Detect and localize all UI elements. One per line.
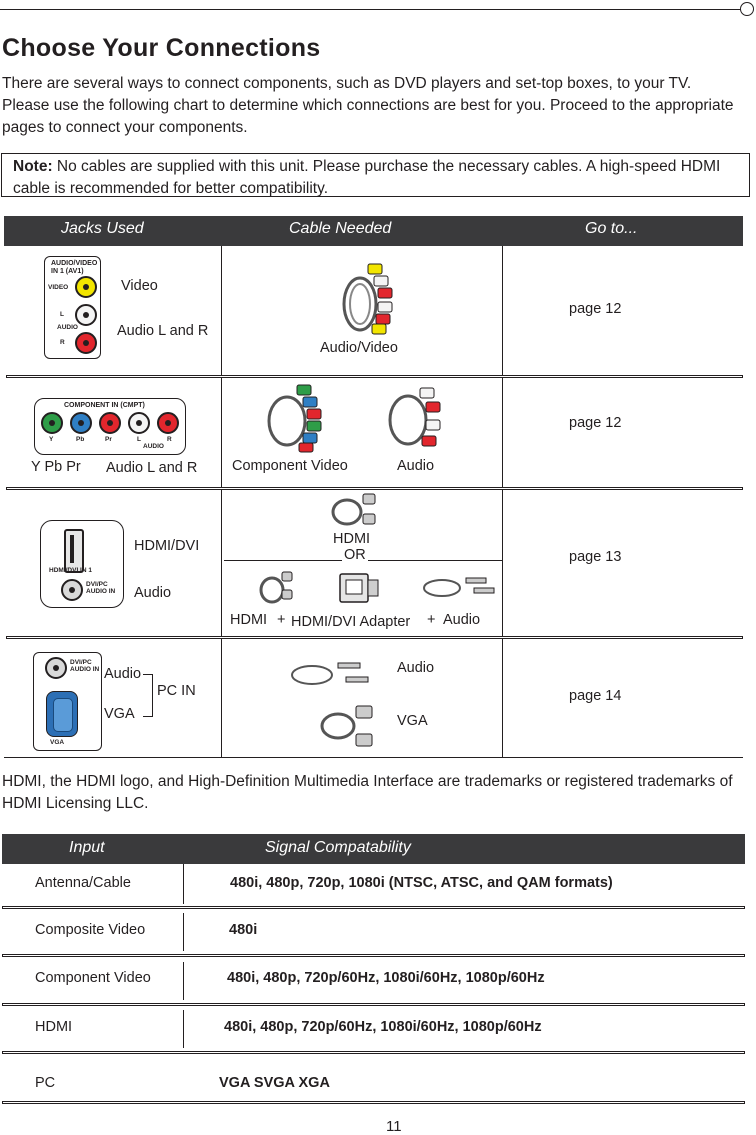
panel-av-title: AUDIO/VIDEO IN 1 (AV1): [51, 260, 98, 275]
label-audio-3: Audio: [134, 585, 172, 601]
note-box: [1, 153, 750, 197]
column-divider-2: [502, 246, 503, 758]
note-text: No cables are supplied with this unit. Please purchase the necessary cables. A high-speed HDMI cable is recommended for better compatibility.: [13, 158, 721, 197]
panel-vga-label: VGA: [50, 739, 65, 746]
label-audio-lr: Audio L and R: [117, 323, 209, 339]
panel-hdmi-label: HDMI/DVI IN 1: [49, 567, 92, 574]
row2-page-link[interactable]: page 12: [569, 415, 622, 431]
cable-av-label: Audio/Video: [320, 340, 398, 356]
signal-col-divider: [183, 962, 184, 1000]
signal-header: [2, 834, 745, 864]
vga-cable-icon: [318, 704, 378, 750]
label-audio-lr-2: Audio L and R: [106, 460, 198, 476]
row-separator: [6, 487, 743, 490]
header-signal: Signal Compatability: [265, 839, 411, 856]
cable-audio-3-label: Audio: [443, 612, 481, 628]
page-number: 11: [386, 1118, 402, 1135]
cable-audio-label: Audio: [397, 458, 435, 474]
cable-audio-4-label: Audio: [397, 660, 435, 676]
cable-hdmi2-label: HDMI: [230, 612, 268, 628]
signal-col-divider: [183, 913, 184, 951]
plus-2: +: [427, 612, 436, 628]
page-title: Choose Your Connections: [2, 34, 321, 62]
hdmi-cable-icon: [329, 492, 381, 528]
row1-page-link[interactable]: page 12: [569, 301, 622, 317]
header-cable-needed: Cable Needed: [289, 220, 392, 237]
video-jack-icon: [75, 276, 97, 298]
row4-page-link[interactable]: page 14: [569, 688, 622, 704]
component-cable-icon: [263, 381, 329, 453]
audio-cable-pc-icon: [288, 659, 374, 689]
signal-row-separator: [2, 1003, 745, 1006]
hdmi-dvi-adapter-icon: [338, 570, 382, 606]
signal-input-4: PC: [35, 1075, 56, 1091]
signal-input-0: Antenna/Cable: [35, 875, 131, 891]
intro-paragraph: There are several ways to connect components, such as DVD players and set-top boxes, to your TV. Please use the following chart to determine which connections are best for you. Proceed to the appropriate pages to connect your components.: [2, 75, 734, 136]
signal-row-separator: [2, 954, 745, 957]
pb-jack-icon: [70, 412, 92, 434]
panel-dvi-audio-label: DVI/PC AUDIO IN: [86, 581, 116, 595]
signal-row-separator: [2, 1101, 745, 1104]
header-go-to: Go to...: [585, 220, 638, 237]
label-video: Video: [121, 278, 158, 294]
panel-y-label: Y: [49, 436, 54, 443]
pc-audio-jack-icon: [45, 657, 67, 679]
pr-jack-icon: [99, 412, 121, 434]
audio-r-jack-icon: [157, 412, 179, 434]
label-pc-in: PC IN: [157, 683, 196, 699]
row-separator: [6, 375, 743, 378]
column-divider-1: [221, 246, 222, 758]
note-label: Note:: [13, 158, 53, 175]
panel-component-title: COMPONENT IN (CMPT): [64, 402, 145, 409]
signal-value-0: 480i, 480p, 720p, 1080i (NTSC, ATSC, and QAM formats): [230, 875, 613, 891]
row-separator: [6, 636, 743, 639]
header-jacks-used: Jacks Used: [61, 220, 144, 237]
panel-audio-label: AUDIO: [143, 443, 164, 450]
panel-r-label: R: [60, 339, 65, 346]
panel-l-label: L: [137, 436, 141, 443]
row3-page-link[interactable]: page 13: [569, 549, 622, 565]
hdmi-input-panel: [40, 520, 124, 608]
signal-input-3: HDMI: [35, 1019, 73, 1035]
signal-col-divider: [183, 1010, 184, 1048]
panel-pb-label: Pb: [76, 436, 85, 443]
cable-hdmi-label: HDMI: [333, 531, 371, 547]
rule-end-circle: [740, 2, 754, 16]
panel-audio-label: AUDIO: [57, 324, 78, 331]
av-input-panel: [44, 256, 101, 359]
or-label: OR: [344, 547, 366, 563]
hdmi-cable-small-icon: [258, 568, 298, 608]
signal-value-2: 480i, 480p, 720p/60Hz, 1080i/60Hz, 1080p/60Hz: [227, 970, 545, 986]
panel-pr-label: Pr: [105, 436, 112, 443]
header-input: Input: [69, 839, 105, 856]
pc-input-panel: [33, 652, 102, 751]
y-jack-icon: [41, 412, 63, 434]
signal-value-3: 480i, 480p, 720p/60Hz, 1080i/60Hz, 1080p/60Hz: [224, 1019, 542, 1035]
connections-header: [4, 216, 743, 246]
audio-cable-small-icon: [420, 574, 496, 600]
label-ypbpr: Y Pb Pr: [31, 459, 81, 475]
audio-l-jack-icon: [128, 412, 150, 434]
signal-input-1: Composite Video: [35, 922, 146, 938]
signal-col-divider: [183, 864, 184, 904]
signal-value-4: VGA SVGA XGA: [219, 1075, 330, 1091]
table-bottom-line: [4, 757, 743, 758]
panel-video-label: VIDEO: [48, 284, 69, 291]
cable-component-label: Component Video: [232, 458, 348, 474]
cable-vga-label: VGA: [397, 713, 428, 729]
signal-row-separator: [2, 906, 745, 909]
panel-pc-audio-label: DVI/PC AUDIO IN: [70, 659, 100, 673]
signal-input-2: Component Video: [35, 970, 151, 986]
signal-row-separator: [2, 1051, 745, 1054]
trademark-footnote: HDMI, the HDMI logo, and High-Definition Multimedia Interface are trademarks or registered trademarks of HDMI Licensing LLC.: [2, 773, 733, 812]
vga-port-icon: [46, 691, 78, 737]
audio-left-jack-icon: [75, 304, 97, 326]
panel-r-label: R: [167, 436, 172, 443]
panel-l-label: L: [60, 311, 64, 318]
pc-in-bracket: [143, 674, 153, 717]
signal-value-1: 480i: [229, 922, 258, 938]
av-cable-icon: [338, 256, 400, 336]
top-rule: [0, 9, 742, 10]
label-vga: VGA: [104, 706, 135, 722]
audio-right-jack-icon: [75, 332, 97, 354]
cable-adapter-label: HDMI/DVI Adapter: [291, 614, 411, 630]
label-hdmi-dvi: HDMI/DVI: [134, 538, 200, 554]
dvi-audio-jack-icon: [61, 579, 83, 601]
label-audio-4: Audio: [104, 666, 142, 682]
plus-1: +: [277, 612, 286, 628]
audio-cable-icon: [384, 382, 450, 452]
component-input-panel: [34, 398, 186, 455]
